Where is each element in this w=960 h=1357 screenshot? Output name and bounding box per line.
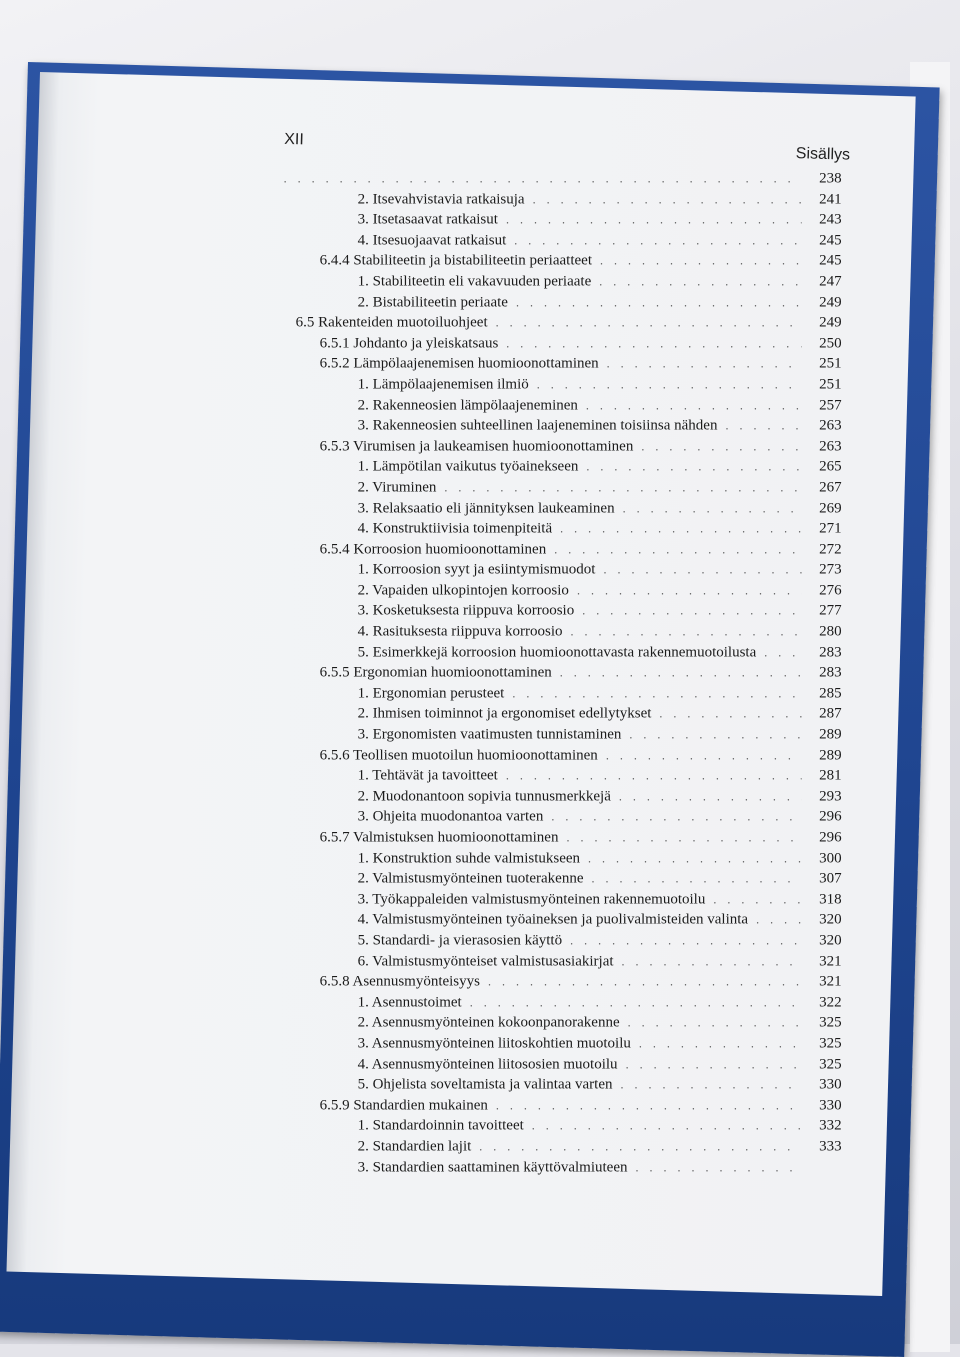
toc-entry [276,1159,842,1180]
toc-entry-page: 280 [819,623,842,640]
toc-entry [276,521,842,542]
toc-entry [276,170,842,191]
toc-entry [276,665,842,686]
table-of-contents [276,170,842,1179]
toc-entry-label: 1. Lämpölaajenemisen ilmiö [357,376,529,393]
toc-entry-label: 3. Standardien saattaminen käyttövalmiuteen [357,1158,628,1175]
toc-entry-label: 3. Kosketuksesta riippuva korroosio [357,602,575,619]
dot-leader [560,522,801,537]
toc-entry-page: 330 [819,1076,842,1093]
dot-leader [607,357,802,372]
toc-entry [276,974,842,995]
toc-entry [276,479,842,500]
toc-entry [276,582,842,603]
toc-entry-label: 3. Relaksaatio eli jännityksen laukeaminen [357,499,615,516]
toc-entry [276,356,842,377]
toc-entry-page: 271 [819,520,842,537]
dot-leader [284,171,802,186]
toc-entry-label: 4. Rasituksesta riippuva korroosio [357,623,563,640]
toc-entry-page: 257 [819,396,842,413]
toc-entry-page: 245 [819,252,842,269]
toc-entry-label: 6.5.2 Lämpölaajenemisen huomioonottaminen [319,355,599,372]
toc-entry-label: 1. Konstruktion suhde valmistukseen [357,850,581,867]
toc-entry-page: 249 [819,314,842,331]
toc-entry-label: 3. Työkappaleiden valmistusmyönteinen rakennemuotoilu [357,891,706,908]
dot-leader [628,1016,802,1031]
dot-leader [635,1160,801,1175]
dot-leader [488,975,802,990]
dot-leader [533,192,802,207]
toc-entry-label: 5. Esimerkkejä korroosion huomioonottavasta rakennemuotoilusta [357,644,757,661]
dot-leader [444,480,801,495]
toc-entry [276,953,842,974]
toc-entry-page: 307 [819,870,842,887]
toc-entry [276,315,842,336]
toc-entry [276,871,842,892]
toc-entry-page: 285 [819,685,842,702]
toc-entry-page: 300 [819,850,842,867]
toc-entry-page: 333 [819,1138,842,1155]
dot-leader [470,995,802,1010]
toc-entry-page: 320 [819,911,842,928]
dot-leader [603,563,801,578]
toc-entry [276,1056,842,1077]
dot-leader [764,645,801,660]
toc-entry-label: 3. Ohjeita muodonantoa varten [357,808,544,825]
toc-entry-page: 325 [819,1055,842,1072]
dot-leader [588,851,802,866]
toc-entry-page: 277 [819,602,842,619]
dot-leader [639,1036,802,1051]
toc-entry-label: 1. Stabiliteetin eli vakavuuden periaate [357,273,592,290]
toc-entry-label: 2. Ihmisen toiminnot ja ergonomiset edellytykset [357,705,652,722]
toc-entry-label: 5. Standardi- ja vierasosien käyttö [357,932,563,949]
toc-entry-page: 330 [819,1097,842,1114]
toc-entry [276,788,842,809]
toc-entry-label: 3. Rakenneosien suhteellinen laajeneminen toisiinsa nähden [357,417,718,434]
toc-entry [276,1035,842,1056]
page-number-roman: XII [283,130,305,149]
toc-entry [276,376,842,397]
toc-entry-page: 272 [819,541,842,558]
toc-entry-label: 6. Valmistusmyönteiset valmistusasiakirjat [357,952,614,969]
dot-leader [479,1139,801,1154]
dot-leader [586,460,801,475]
toc-entry [276,706,842,727]
toc-entry [276,685,842,706]
toc-entry-page: 245 [819,232,842,249]
toc-entry [276,912,842,933]
running-head: Sisällys [795,145,851,164]
toc-entry-label: 4. Itsesuojaavat ratkaisut [357,232,507,249]
dot-leader [592,872,802,887]
toc-entry-page: 250 [819,335,842,352]
toc-entry-label: 6.5.8 Asennusmyönteisyys [319,973,481,990]
toc-entry-label: 2. Viruminen [357,479,437,496]
toc-entry [276,1015,842,1036]
dot-leader [620,1078,801,1093]
toc-entry-label: 2. Bistabiliteetin periaate [357,293,508,310]
toc-entry-page: 289 [819,726,842,743]
toc-entry-label: 6.5.3 Virumisen ja laukeamisen huomioonottaminen [319,438,634,455]
toc-entry [276,1118,842,1139]
dot-leader [496,316,802,331]
toc-entry-label: 1. Standardoinnin tavoitteet [357,1117,524,1134]
toc-entry [276,541,842,562]
toc-entry-label: 2. Itsevahvistavia ratkaisuja [357,191,525,208]
toc-entry [276,768,842,789]
toc-entry-page: 318 [819,891,842,908]
dot-leader [506,336,801,351]
toc-entry-page: 269 [819,499,842,516]
book-page [6,72,915,1296]
dot-leader [756,913,802,928]
dot-leader [599,274,801,289]
toc-entry-label: 6.5.5 Ergonomian huomioonottaminen [319,664,552,681]
dot-leader [496,1098,802,1113]
toc-entry-label: 6.4.4 Stabiliteetin ja bistabiliteetin periaatteet [319,252,592,269]
toc-entry [276,850,842,871]
toc-entry-label: 4. Asennusmyönteinen liitososien muotoilu [357,1055,618,1072]
toc-entry-page: 265 [819,458,842,475]
dot-leader [600,254,802,269]
toc-entry [276,644,842,665]
toc-entry [276,747,842,768]
dot-leader [516,295,802,310]
dot-leader [623,501,802,516]
dot-leader [659,707,801,722]
dot-leader [619,789,802,804]
toc-entry-label: 2. Standardien lajit [357,1138,472,1155]
toc-entry-label: 1. Lämpötilan vaikutus työainekseen [357,458,579,475]
dot-leader [514,233,801,248]
dot-leader [551,810,801,825]
toc-entry [276,726,842,747]
toc-entry [276,232,842,253]
dot-leader [577,583,802,598]
toc-entry-page: 283 [819,644,842,661]
toc-entry-label: 6.5.7 Valmistuksen huomioonottaminen [319,829,559,846]
toc-entry [276,500,842,521]
toc-entry-label: 6.5 Rakenteiden muotoiluohjeet [295,314,488,331]
toc-entry-page: 287 [819,705,842,722]
toc-entry [276,253,842,274]
toc-entry-label: 1. Tehtävät ja tavoitteet [357,767,498,784]
toc-entry-label: 6.5.4 Korroosion huomioonottaminen [319,541,547,558]
toc-entry-page: 251 [819,355,842,372]
dot-leader [606,748,802,763]
toc-entry-label: 5. Ohjelista soveltamista ja valintaa varten [357,1076,613,1093]
toc-entry-page: 325 [819,1035,842,1052]
toc-entry-page: 296 [819,808,842,825]
toc-entry [276,1077,842,1098]
dot-leader [506,769,802,784]
dot-leader [537,377,802,392]
page-header [284,131,850,165]
toc-entry-label: 4. Valmistusmyönteinen työaineksen ja puolivalmisteiden valinta [357,911,749,928]
toc-entry-page: 247 [819,273,842,290]
toc-entry-page: 283 [819,664,842,681]
toc-entry-label: 2. Asennusmyönteinen kokoonpanorakenne [357,1014,620,1031]
toc-entry-page: 241 [819,191,842,208]
toc-entry-label: 6.5.1 Johdanto ja yleiskatsaus [319,335,499,352]
toc-entry-label: 2. Muodonantoon sopivia tunnusmerkkejä [357,788,611,805]
toc-entry-label: 6.5.6 Teollisen muotoilun huomioonottaminen [319,747,598,764]
toc-entry [276,562,842,583]
toc-entry [276,994,842,1015]
toc-entry-page: 251 [819,376,842,393]
toc-entry-label: 3. Itsetasaavat ratkaisut [357,211,498,228]
dot-leader [571,624,802,639]
toc-entry-label: 1. Korroosion syyt ja esiintymismuodot [357,561,596,578]
toc-entry [276,459,842,480]
dot-leader [713,892,801,907]
dot-leader [566,830,801,845]
toc-entry [276,623,842,644]
toc-entry-page: 273 [819,561,842,578]
toc-entry [276,273,842,294]
toc-entry [276,418,842,439]
toc-entry-page: 296 [819,829,842,846]
toc-entry [276,191,842,212]
toc-entry [276,809,842,830]
dot-leader [641,439,801,454]
toc-entry [276,335,842,356]
toc-entry-page: 289 [819,747,842,764]
toc-entry-page: 267 [819,479,842,496]
toc-entry-label: 2. Valmistusmyönteinen tuoterakenne [357,870,584,887]
toc-entry-label: 6.5.9 Standardien mukainen [319,1097,488,1114]
toc-entry-label: 1. Asennustoimet [357,994,462,1011]
toc-entry-page: 281 [819,767,842,784]
toc-entry-label: 4. Konstruktiivisia toimenpiteitä [357,520,553,537]
toc-entry-page: 276 [819,582,842,599]
dot-leader [626,1057,802,1072]
toc-entry-page: 263 [819,417,842,434]
toc-entry-page: 332 [819,1117,842,1134]
dot-leader [570,933,801,948]
toc-entry [276,212,842,233]
dot-leader [554,542,801,557]
toc-entry-page: 238 [819,170,842,187]
toc-entry [276,1097,842,1118]
toc-entry-label: 3. Ergonomisten vaatimusten tunnistaminen [357,726,622,743]
toc-entry [276,891,842,912]
toc-entry [276,294,842,315]
toc-entry-page: 320 [819,932,842,949]
dot-leader [506,213,802,228]
dot-leader [622,954,802,969]
toc-entry [276,932,842,953]
toc-entry [276,397,842,418]
dot-leader [512,686,801,701]
toc-entry-page: 249 [819,293,842,310]
dot-leader [582,604,801,619]
toc-entry-label: 3. Asennusmyönteinen liitoskohtien muotoilu [357,1035,631,1052]
dot-leader [629,727,801,742]
toc-entry [276,829,842,850]
toc-entry-page: 325 [819,1014,842,1031]
toc-entry-page: 321 [819,952,842,969]
toc-entry [276,603,842,624]
dot-leader [560,666,802,681]
toc-entry-label: 1. Ergonomian perusteet [357,685,505,702]
toc-entry-label: 2. Vapaiden ulkopintojen korroosio [357,582,569,599]
toc-entry-page: 321 [819,973,842,990]
toc-entry [276,438,842,459]
dot-leader [532,1119,802,1134]
toc-entry-page: 293 [819,788,842,805]
toc-entry-page: 322 [819,994,842,1011]
toc-entry [276,1138,842,1159]
toc-entry-page: 263 [819,438,842,455]
toc-entry-page: 243 [819,211,842,228]
toc-entry-label: 2. Rakenneosien lämpölaajeneminen [357,396,578,413]
dot-leader [586,398,802,413]
dot-leader [725,419,801,434]
